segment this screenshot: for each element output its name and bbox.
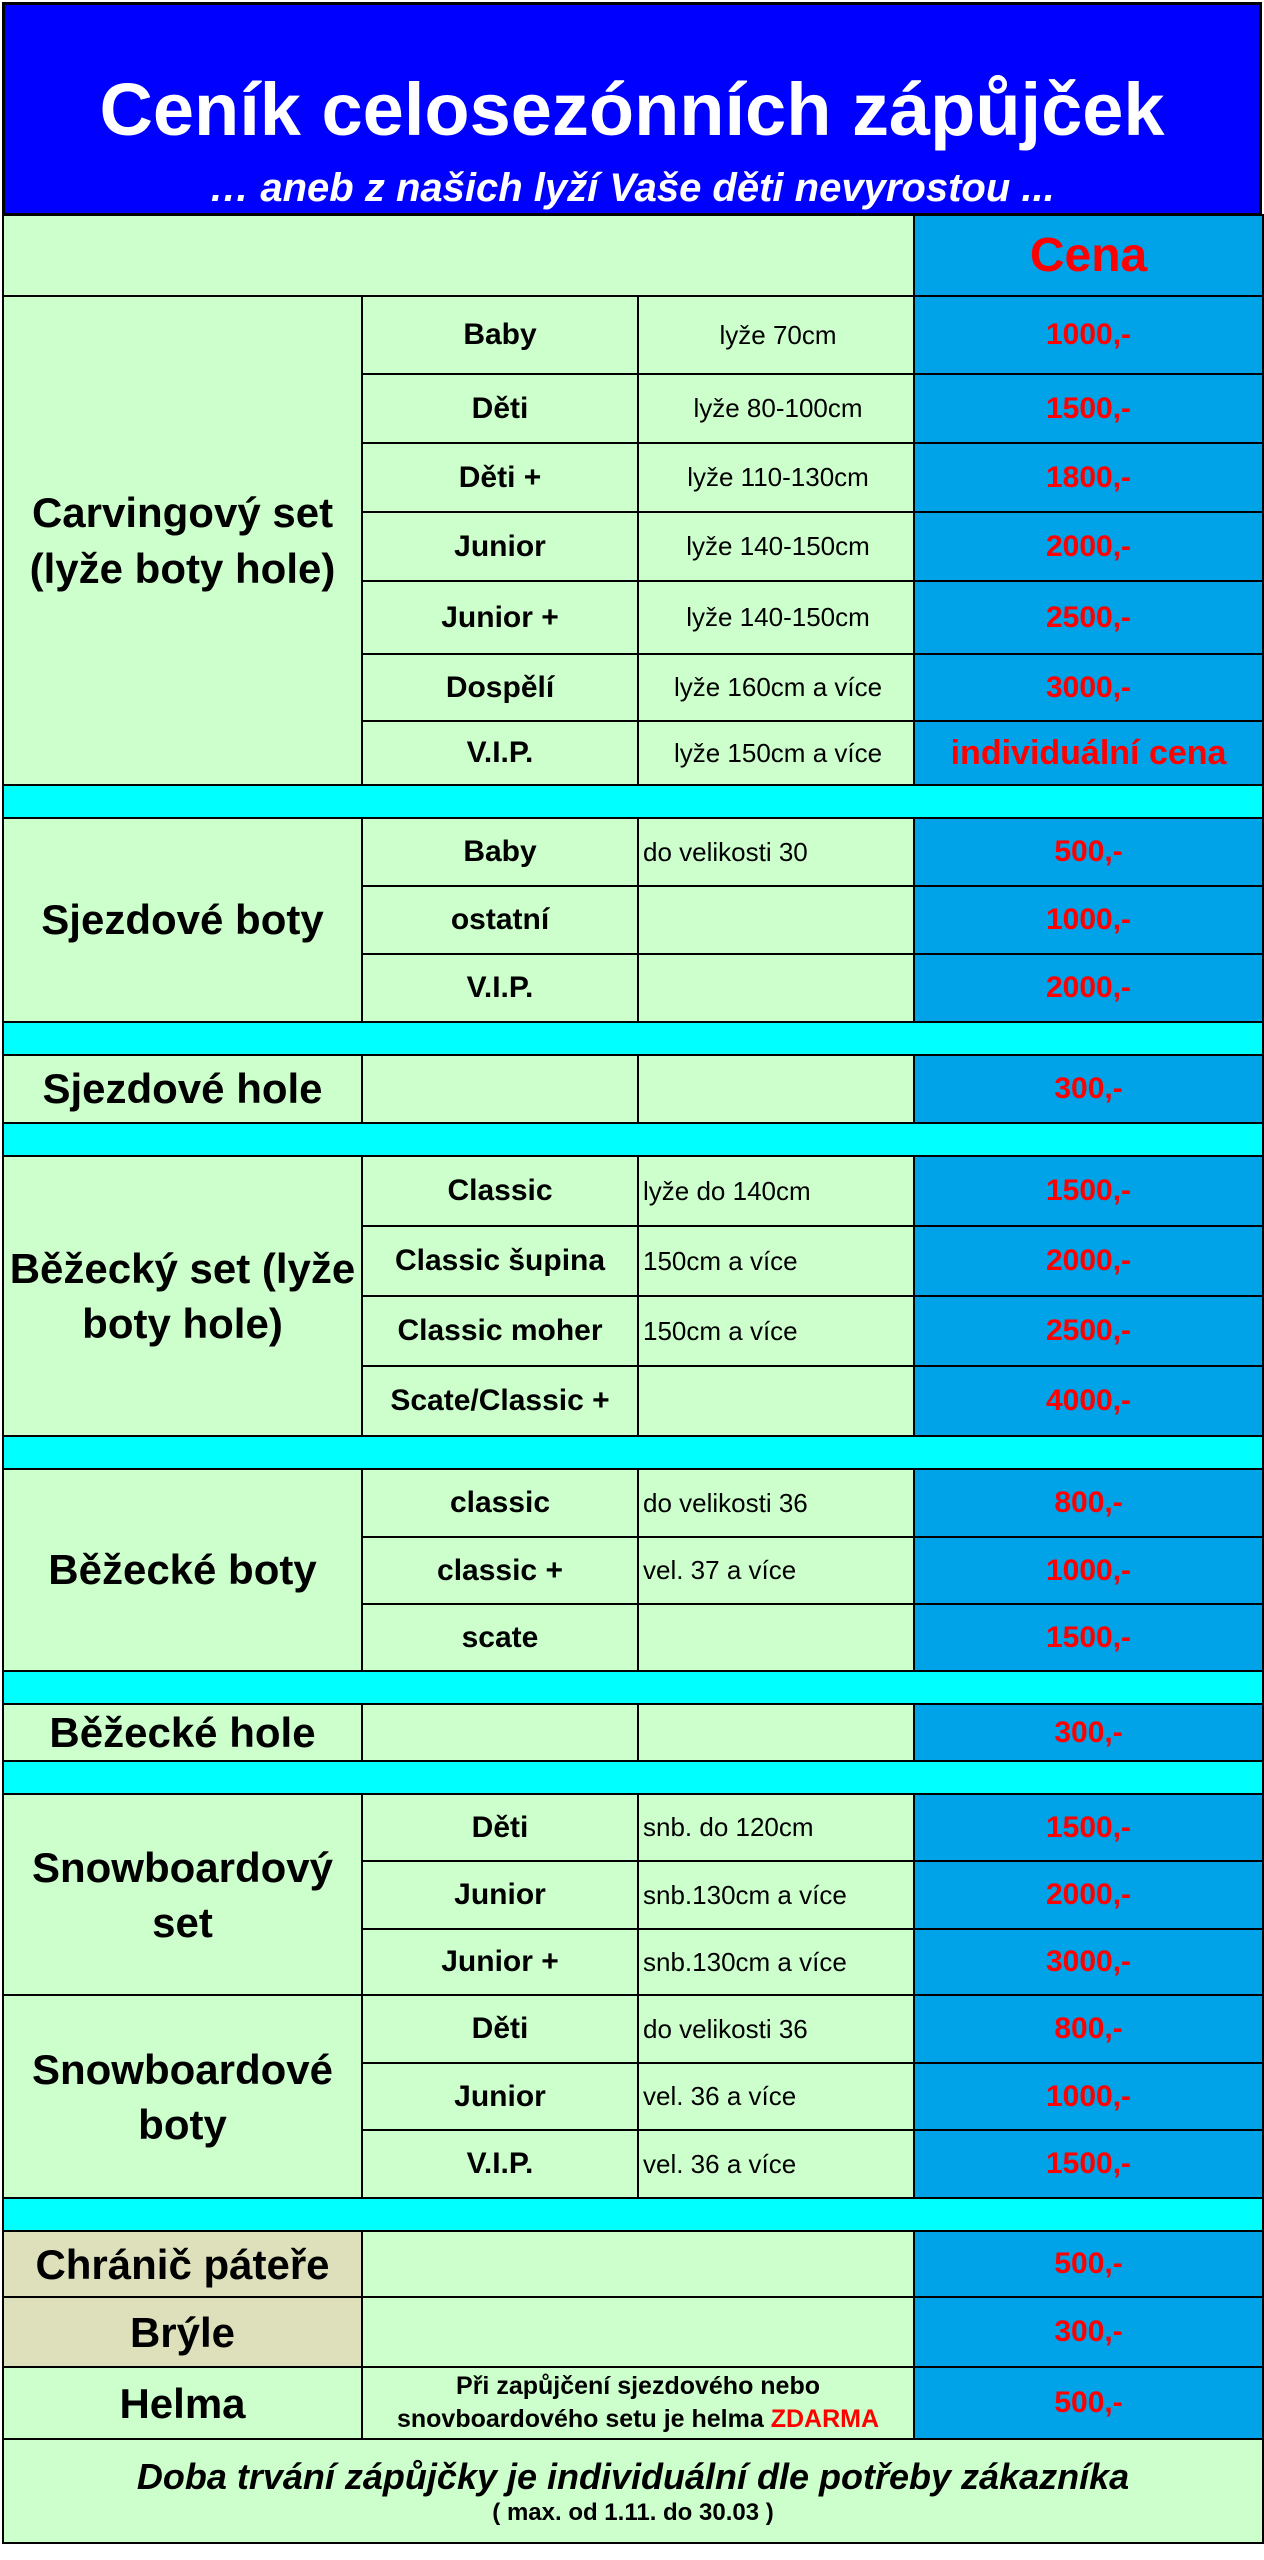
- empty-cell: [362, 2231, 914, 2297]
- item-name: Baby: [362, 818, 638, 886]
- item-price: 800,-: [914, 1469, 1263, 1537]
- section-separator: [3, 2198, 1263, 2231]
- item-name: Classic šupina: [362, 1226, 638, 1296]
- item-price: 500,-: [914, 818, 1263, 886]
- empty-cell: [362, 1055, 638, 1123]
- item-name: Classic moher: [362, 1296, 638, 1366]
- item-price: 300,-: [914, 1704, 1263, 1761]
- item-description: snb.130cm a více: [638, 1861, 914, 1929]
- helmet-note-line1: Při zapůjčení sjezdového nebo: [456, 2371, 820, 2400]
- section-separator: [3, 1123, 1263, 1156]
- category-crosscountry-poles: Běžecké hole: [3, 1704, 362, 1761]
- rental-duration-note: Doba trvání zápůjčky je individuální dle potřeby zákazníka: [136, 2456, 1130, 2498]
- item-name: classic: [362, 1469, 638, 1537]
- item-description: [638, 886, 914, 954]
- item-name: Junior +: [362, 581, 638, 654]
- item-price: 300,-: [914, 1055, 1263, 1123]
- category-snowboard-set: Snowboardový set: [3, 1794, 362, 1995]
- item-price: 2000,-: [914, 1226, 1263, 1296]
- item-description: 150cm a více: [638, 1296, 914, 1366]
- item-description: lyže 140-150cm: [638, 581, 914, 654]
- page-title: Ceník celosezónních zápůjček: [99, 68, 1165, 151]
- table-row: [3, 296, 1263, 374]
- item-price: 2500,-: [914, 581, 1263, 654]
- item-name: classic +: [362, 1537, 638, 1604]
- item-price: 2500,-: [914, 1296, 1263, 1366]
- item-name: Děti: [362, 1995, 638, 2063]
- category-crosscountry-set: Běžecký set (lyže boty hole): [3, 1156, 362, 1436]
- item-name: V.I.P.: [362, 2130, 638, 2198]
- item-price: individuální cena: [914, 721, 1263, 785]
- item-name: Dospělí: [362, 654, 638, 721]
- header-blank-cell: [3, 215, 914, 296]
- item-name: ostatní: [362, 886, 638, 954]
- separator-cell: [3, 1671, 1263, 1704]
- item-price: 1800,-: [914, 443, 1263, 512]
- table-row: [3, 1794, 1263, 1861]
- item-name: Děti +: [362, 443, 638, 512]
- item-description: lyže 140-150cm: [638, 512, 914, 581]
- item-price: 1500,-: [914, 1794, 1263, 1861]
- item-name: Classic: [362, 1156, 638, 1226]
- footer-cell: [3, 2439, 1263, 2543]
- item-price: 2000,-: [914, 512, 1263, 581]
- category-carving-set: Carvingový set (lyže boty hole): [3, 296, 362, 785]
- item-description: [638, 954, 914, 1022]
- footer-row: [3, 2439, 1263, 2543]
- item-description: snb.130cm a více: [638, 1929, 914, 1995]
- empty-cell: [638, 1704, 914, 1761]
- category-back-protector: Chránič páteře: [3, 2231, 362, 2297]
- category-crosscountry-boots: Běžecké boty: [3, 1469, 362, 1671]
- table-row: [3, 2367, 1263, 2439]
- empty-cell: [362, 1704, 638, 1761]
- item-name: Junior +: [362, 1929, 638, 1995]
- item-description: vel. 36 a více: [638, 2063, 914, 2130]
- price-column-header: Cena: [914, 215, 1263, 296]
- item-name: Děti: [362, 374, 638, 443]
- section-separator: [3, 1761, 1263, 1794]
- separator-cell: [3, 1436, 1263, 1469]
- table-row: [3, 1704, 1263, 1761]
- item-name: V.I.P.: [362, 954, 638, 1022]
- section-separator: [3, 1022, 1263, 1055]
- item-price: 1500,-: [914, 1604, 1263, 1671]
- table-row: [3, 1995, 1263, 2063]
- item-price: 500,-: [914, 2231, 1263, 2297]
- item-price: 500,-: [914, 2367, 1263, 2439]
- item-description: lyže 150cm a více: [638, 721, 914, 785]
- table-row: [3, 2297, 1263, 2367]
- helmet-free-highlight: ZDARMA: [770, 2405, 880, 2434]
- item-price: 3000,-: [914, 654, 1263, 721]
- category-helmet: Helma: [3, 2367, 362, 2439]
- item-description: do velikosti 36: [638, 1469, 914, 1537]
- helmet-note-line2: snovboardového setu je helma: [396, 2405, 764, 2434]
- item-price: 1500,-: [914, 1156, 1263, 1226]
- item-name: Junior: [362, 1861, 638, 1929]
- item-price: 1000,-: [914, 1537, 1263, 1604]
- item-price: 1500,-: [914, 374, 1263, 443]
- table-row: [3, 1469, 1263, 1537]
- item-price: 4000,-: [914, 1366, 1263, 1436]
- item-description: lyže 160cm a více: [638, 654, 914, 721]
- category-ski-boots: Sjezdové boty: [3, 818, 362, 1022]
- item-price: 3000,-: [914, 1929, 1263, 1995]
- category-ski-poles: Sjezdové hole: [3, 1055, 362, 1123]
- item-price: 1500,-: [914, 2130, 1263, 2198]
- item-name: V.I.P.: [362, 721, 638, 785]
- table-row: [3, 1055, 1263, 1123]
- rental-max-period: ( max. od 1.11. do 30.03 ): [492, 2498, 774, 2526]
- category-goggles: Brýle: [3, 2297, 362, 2367]
- empty-cell: [638, 1055, 914, 1123]
- price-list-header: [2, 2, 1262, 216]
- separator-cell: [3, 1761, 1263, 1794]
- item-description: [638, 1366, 914, 1436]
- item-name: scate: [362, 1604, 638, 1671]
- item-description: 150cm a více: [638, 1226, 914, 1296]
- item-description: lyže 110-130cm: [638, 443, 914, 512]
- section-separator: [3, 1671, 1263, 1704]
- category-snowboard-boots: Snowboardové boty: [3, 1995, 362, 2198]
- item-price: 2000,-: [914, 1861, 1263, 1929]
- item-description: vel. 36 a více: [638, 2130, 914, 2198]
- item-description: lyže 80-100cm: [638, 374, 914, 443]
- table-row: [3, 2231, 1263, 2297]
- helmet-note: [362, 2367, 914, 2439]
- item-description: lyže do 140cm: [638, 1156, 914, 1226]
- separator-cell: [3, 2198, 1263, 2231]
- empty-cell: [362, 2297, 914, 2367]
- page-subtitle: … aneb z našich lyží Vaše děti nevyrostou ...: [209, 166, 1055, 210]
- section-separator: [3, 1436, 1263, 1469]
- table-row: [3, 818, 1263, 886]
- separator-cell: [3, 785, 1263, 818]
- item-name: Baby: [362, 296, 638, 374]
- item-name: Junior: [362, 2063, 638, 2130]
- table-header-row: [3, 215, 1263, 296]
- item-price: 300,-: [914, 2297, 1263, 2367]
- table-row: [3, 1156, 1263, 1226]
- section-separator: [3, 785, 1263, 818]
- separator-cell: [3, 1022, 1263, 1055]
- item-name: Junior: [362, 512, 638, 581]
- item-description: vel. 37 a více: [638, 1537, 914, 1604]
- item-description: lyže 70cm: [638, 296, 914, 374]
- item-description: do velikosti 36: [638, 1995, 914, 2063]
- item-price: 1000,-: [914, 2063, 1263, 2130]
- price-table: [2, 214, 1264, 2544]
- item-description: [638, 1604, 914, 1671]
- item-price: 1000,-: [914, 886, 1263, 954]
- item-description: do velikosti 30: [638, 818, 914, 886]
- item-description: snb. do 120cm: [638, 1794, 914, 1861]
- item-price: 2000,-: [914, 954, 1263, 1022]
- item-price: 800,-: [914, 1995, 1263, 2063]
- item-name: Děti: [362, 1794, 638, 1861]
- item-price: 1000,-: [914, 296, 1263, 374]
- separator-cell: [3, 1123, 1263, 1156]
- item-name: Scate/Classic +: [362, 1366, 638, 1436]
